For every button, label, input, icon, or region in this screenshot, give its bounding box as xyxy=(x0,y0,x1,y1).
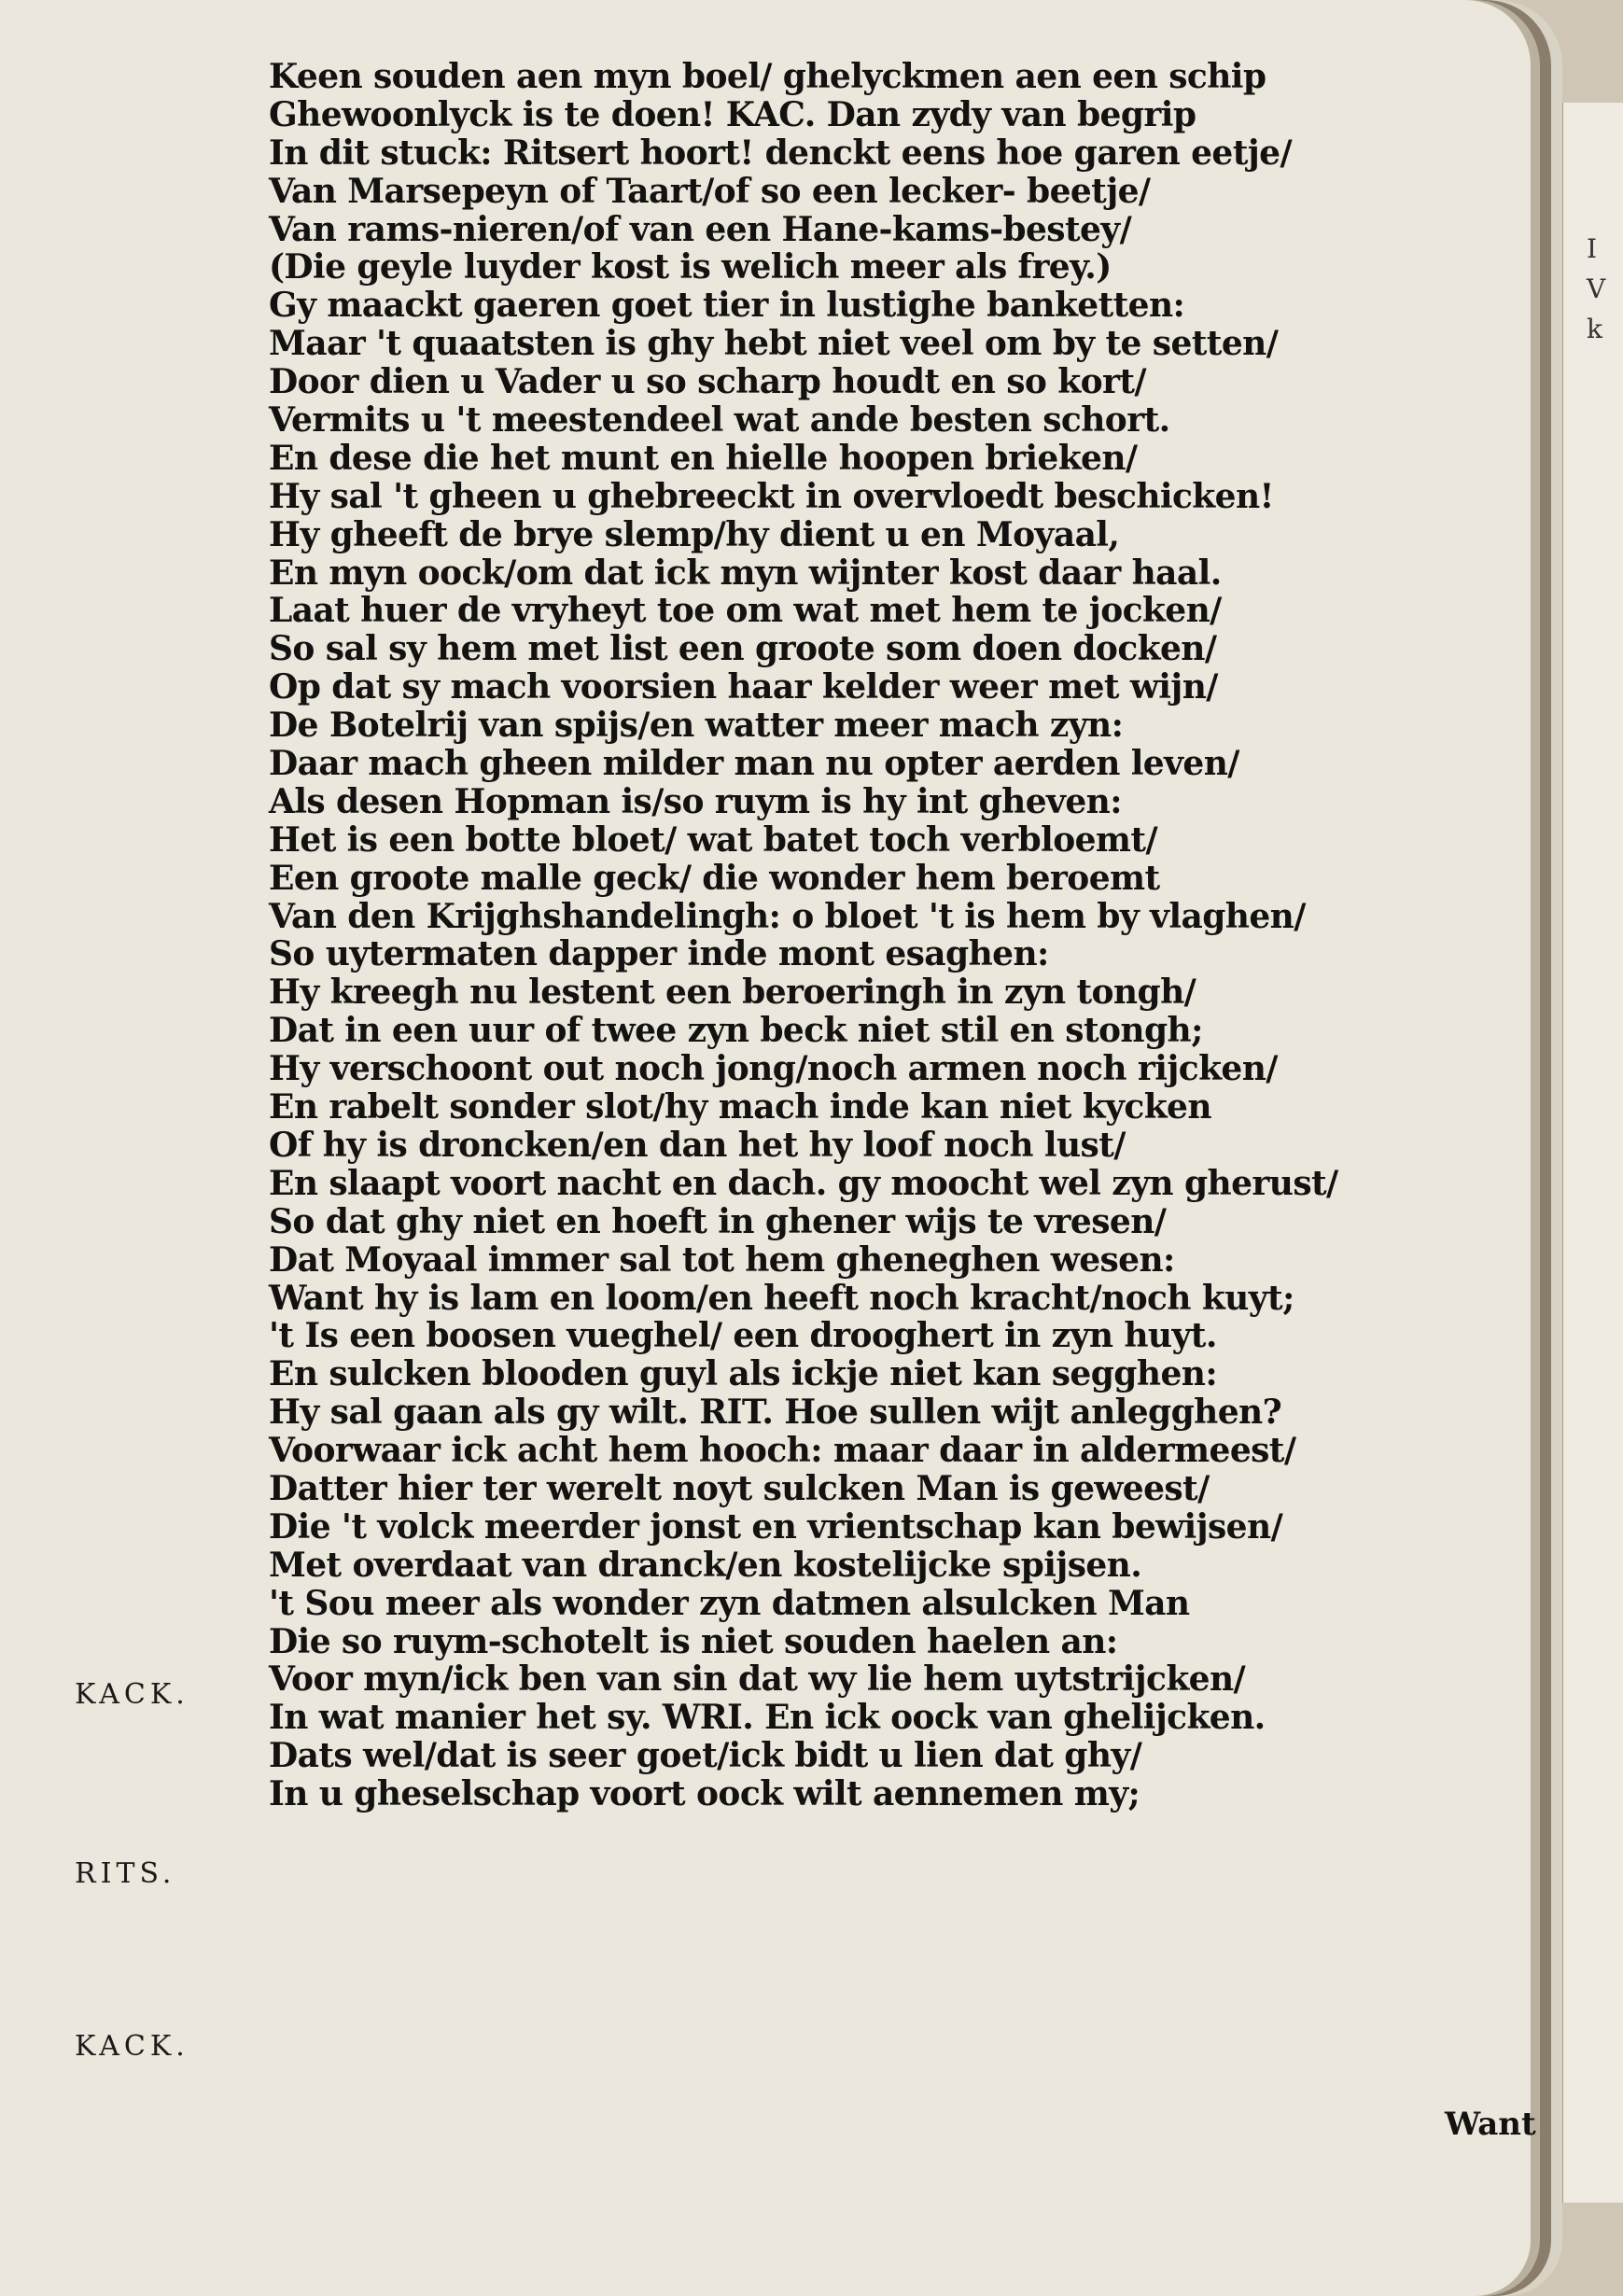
verse-line: En dese die het munt en hielle hoopen brieken/ xyxy=(269,438,1138,478)
verse-line: Want hy is lam en loom/en heeft noch kracht/noch kuyt; xyxy=(269,1278,1294,1318)
verse-line: Keen souden aen myn boel/ ghelyckmen aen een schip xyxy=(269,57,1266,96)
verse-line: In u gheselschap voort oock wilt aennemen my; xyxy=(269,1774,1140,1814)
verse-line: Voorwaar ick acht hem hooch: maar daar in aldermeest/ xyxy=(269,1431,1296,1471)
verse-text xyxy=(269,58,1519,1813)
verse-line: Als desen Hopman is/so ruym is hy int gheven: xyxy=(269,781,1122,821)
verse-line: In dit stuck: Ritsert hoort! denckt eens hoe garen eetje/ xyxy=(269,133,1293,173)
speaker-label: RITS. xyxy=(75,1857,176,1890)
next-page-edge xyxy=(1560,103,1623,2203)
edge-fragment: V xyxy=(1587,273,1606,304)
verse-line: Hy verschoont out noch jong/noch armen noch rijcken/ xyxy=(269,1049,1278,1089)
verse-line: De Botelrij van spijs/en watter meer mach zyn: xyxy=(269,706,1124,746)
speaker-label: KACK. xyxy=(75,2030,189,2063)
verse-line: Maar 't quaatsten is ghy hebt niet veel om by te setten/ xyxy=(269,324,1279,364)
verse-line: Daar mach gheen milder man nu opter aerden leven/ xyxy=(269,744,1239,784)
verse-line: En rabelt sonder slot/hy mach inde kan niet kycken xyxy=(269,1087,1211,1127)
verse-line: Van den Krijghshandelingh: o bloet 't is hem by vlaghen/ xyxy=(269,896,1306,936)
verse-line: Ghewoonlyck is te doen! KAC. Dan zydy van begrip xyxy=(269,94,1196,134)
verse-line: En slaapt voort nacht en dach. gy moocht wel zyn gherust/ xyxy=(269,1163,1338,1203)
verse-line: (Die geyle luyder kost is welich meer als frey.) xyxy=(269,247,1112,287)
verse-line: Een groote malle geck/ die wonder hem beroemt xyxy=(269,858,1160,898)
edge-fragment: I xyxy=(1587,233,1598,264)
verse-line: Die 't volck meerder jonst en vrientschap kan bewijsen/ xyxy=(269,1506,1283,1547)
verse-line: Hy sal 't gheen u ghebreeckt in overvloedt beschicken! xyxy=(269,476,1274,516)
verse-line: Hy sal gaan als gy wilt. RIT. Hoe sullen wijt anlegghen? xyxy=(269,1393,1282,1433)
verse-line: En sulcken blooden guyl als ickje niet kan segghen: xyxy=(269,1354,1218,1394)
catchword: Want xyxy=(1445,2106,1536,2143)
verse-line: Met overdaat van dranck/en kostelijcke spijsen. xyxy=(269,1545,1142,1585)
verse-line: Van Marsepeyn of Taart/of so een lecker- beetje/ xyxy=(269,171,1151,211)
verse-line: Laat huer de vryheyt toe om wat met hem te jocken/ xyxy=(269,591,1222,631)
verse-line: So dat ghy niet en hoeft in ghener wijs te vresen/ xyxy=(269,1201,1167,1241)
verse-line: Gy maackt gaeren goet tier in lustighe banketten: xyxy=(269,286,1185,326)
verse-line: Door dien u Vader u so scharp houdt en so kort/ xyxy=(269,362,1146,402)
verse-line: Of hy is droncken/en dan het hy loof noch lust/ xyxy=(269,1125,1126,1165)
verse-line: 't Sou meer als wonder zyn datmen alsulcken Man xyxy=(269,1583,1190,1623)
verse-line: Hy kreegh nu lestent een beroeringh in zyn tongh/ xyxy=(269,973,1196,1013)
verse-line: In wat manier het sy. WRI. En ick oock van ghelijcken. xyxy=(269,1698,1266,1738)
verse-line: Van rams-nieren/of van een Hane-kams-bestey/ xyxy=(269,209,1132,249)
verse-line: Dat in een uur of twee zyn beck niet stil en stongh; xyxy=(269,1011,1203,1051)
verse-line: Het is een botte bloet/ wat batet toch verbloemt/ xyxy=(269,819,1157,860)
edge-fragment: k xyxy=(1587,314,1602,344)
verse-line: En myn oock/om dat ick myn wijnter kost daar haal. xyxy=(269,553,1222,593)
verse-line: So uytermaten dapper inde mont esaghen: xyxy=(269,934,1049,974)
verse-line: So sal sy hem met list een groote som doen docken/ xyxy=(269,629,1217,669)
verse-line: Dats wel/dat is seer goet/ick bidt u lien dat ghy/ xyxy=(269,1736,1142,1776)
verse-line: Op dat sy mach voorsien haar kelder weer met wijn/ xyxy=(269,667,1218,707)
verse-line: Hy gheeft de brye slemp/hy dient u en Moyaal, xyxy=(269,514,1120,554)
speaker-label: KACK. xyxy=(75,1678,189,1711)
verse-line: Datter hier ter werelt noyt sulcken Man is geweest/ xyxy=(269,1468,1210,1508)
verse-line: Vermits u 't meestendeel wat ande besten schort. xyxy=(269,400,1170,441)
verse-line: Voor myn/ick ben van sin dat wy lie hem uytstrijcken/ xyxy=(269,1659,1246,1700)
verse-line: Dat Moyaal immer sal tot hem gheneghen wesen: xyxy=(269,1239,1175,1280)
verse-line: 't Is een boosen vueghel/ een drooghert in zyn huyt. xyxy=(269,1316,1217,1356)
verse-line: Die so ruym-schotelt is niet souden haelen an: xyxy=(269,1621,1118,1661)
